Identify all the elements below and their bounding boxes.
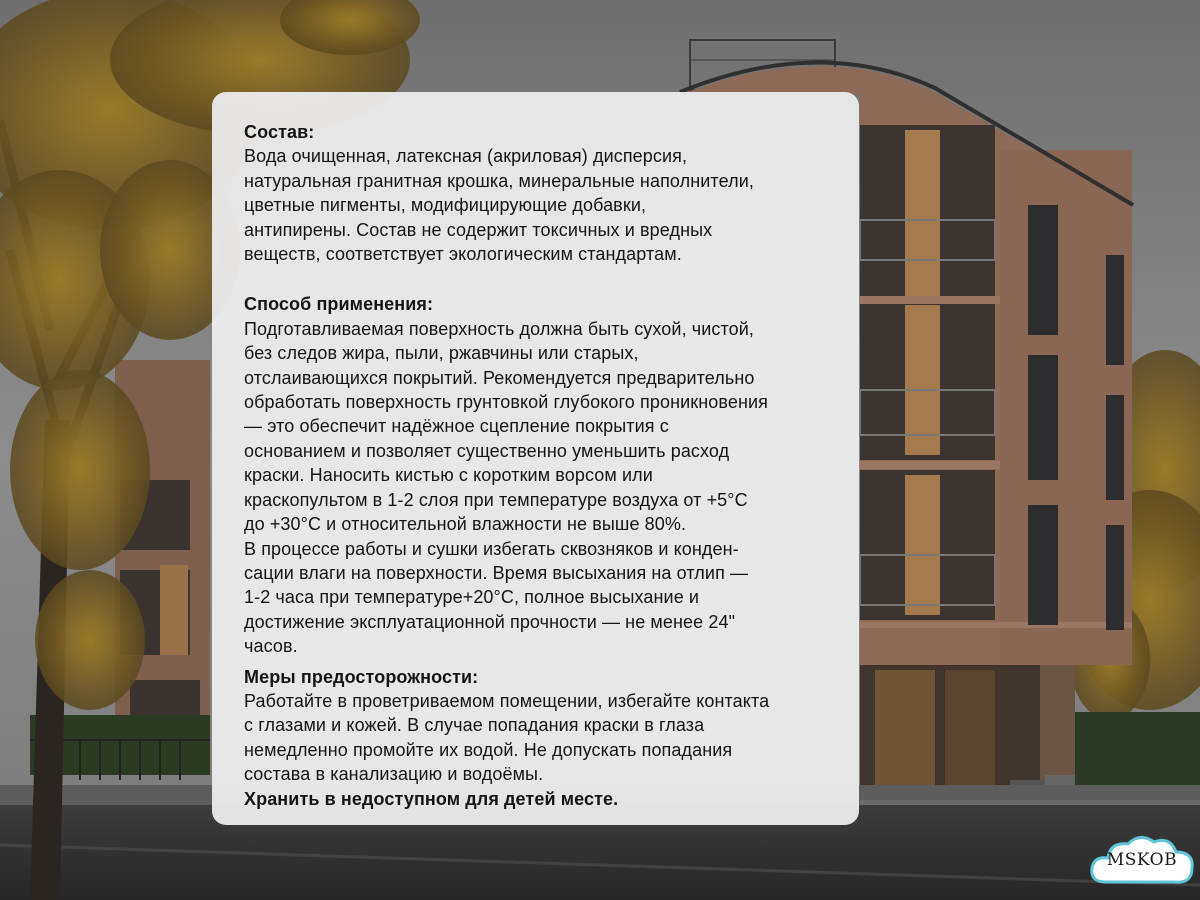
application-line: основанием и позволяет существенно уменьшить расход — [244, 440, 730, 461]
precautions-title: Меры предосторожности: — [244, 666, 479, 687]
application-line: достижение эксплуатационной прочности — не менее 24" — [244, 611, 736, 632]
precautions-body — [244, 689, 837, 811]
application-line: — это обеспечит надёжное сцепление покрытия с — [244, 416, 669, 437]
application-line: отслаивающихся покрытий. Рекомендуется предварительно — [244, 367, 755, 388]
precautions-line: Работайте в проветриваемом помещении, избегайте контакта — [244, 690, 770, 711]
composition-title: Состав: — [244, 122, 315, 142]
application-line: 1-2 часа при температуре+20°C, полное высыхание и — [244, 587, 700, 608]
brand-logo — [1088, 830, 1196, 894]
application-line: до +30°C и относительной влажности не выше 80%. — [244, 514, 687, 535]
precautions-line: состава в канализацию и водоёмы. — [244, 764, 544, 785]
composition-section — [244, 120, 837, 266]
composition-line: цветные пигменты, модифицирующие добавки, — [244, 195, 647, 216]
application-line: часов. — [244, 636, 298, 657]
application-line: краски. Наносить кистью с коротким ворсом или — [244, 465, 653, 486]
application-line: краскопультом в 1-2 слоя при температуре воздуха от +5°C — [244, 489, 748, 510]
application-title: Способ применения: — [244, 294, 434, 315]
application-line: В процессе работы и сушки избегать сквозняков и конден- — [244, 538, 739, 559]
composition-line: веществ, соответствует экологическим стандартам. — [244, 244, 682, 265]
child-safety-warning: Хранить в недоступном для детей месте. — [244, 788, 619, 809]
composition-line: антипирены. Состав не содержит токсичных и вредных — [244, 219, 713, 240]
composition-line: Вода очищенная, латексная (акриловая) дисперсия, — [244, 146, 688, 167]
application-line: Подготавливаемая поверхность должна быть сухой, чистой, — [244, 318, 755, 339]
precautions-line: с глазами и кожей. В случае попадания краски в глаза — [244, 715, 705, 736]
application-section — [244, 292, 837, 658]
application-body — [244, 317, 837, 659]
info-card — [212, 92, 859, 825]
precautions-line: немедленно промойте их водой. Не допускать попадания — [244, 739, 733, 760]
application-line: сации влаги на поверхности. Время высыхания на отлип — — [244, 562, 749, 583]
logo-text: MSKOB — [1106, 850, 1178, 870]
composition-line: натуральная гранитная крошка, минеральные наполнители, — [244, 170, 754, 191]
application-line: без следов жира, пыли, ржавчины или старых, — [244, 343, 639, 364]
composition-body — [244, 144, 837, 266]
precautions-section — [244, 665, 837, 811]
application-line: обработать поверхность грунтовкой глубокого проникновения — [244, 392, 768, 413]
